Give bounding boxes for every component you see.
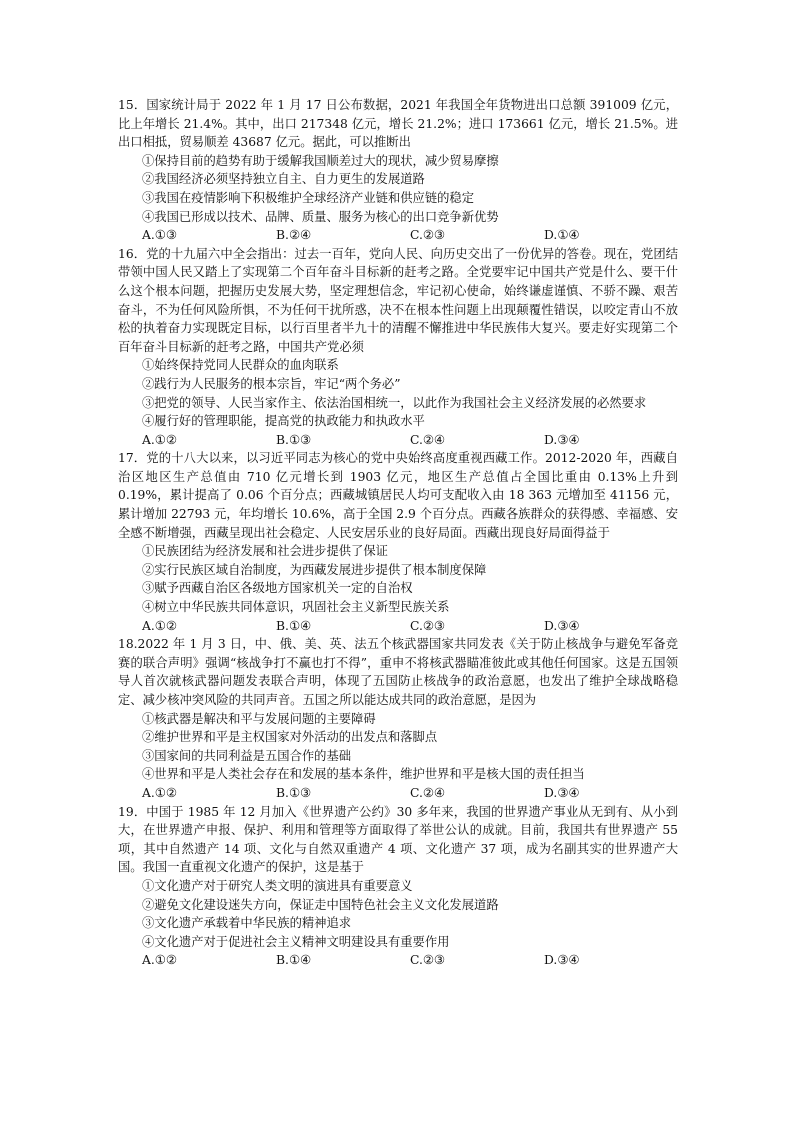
option-2: ②践行为人民服务的根本宗旨，牢记“两个务必” <box>142 376 401 391</box>
option-4: ④我国已形成以技术、品牌、质量、服务为核心的出口竞争新优势 <box>142 209 499 224</box>
question-17 <box>118 449 678 635</box>
choice-b[interactable]: B.①④ <box>276 953 311 968</box>
option-3: ③我国在疫情影响下积极维护全球经济产业链和供应链的稳定 <box>142 190 475 205</box>
question-16 <box>118 245 678 450</box>
option-1: ①保持目前的趋势有助于缓解我国顺差过大的现状，减少贸易摩擦 <box>142 153 499 168</box>
option-4: ④文化遗产对于促进社会主义精神文明建设具有重要作用 <box>142 934 450 949</box>
option-4: ④世界和平是人类社会存在和发展的基本条件，维护世界和平是核大国的责任担当 <box>142 767 585 782</box>
choice-d[interactable]: D.③④ <box>544 618 580 633</box>
option-1: ①民族团结为经济发展和社会进步提供了保证 <box>142 544 388 559</box>
choice-b[interactable]: B.①③ <box>276 785 311 800</box>
answer-choices <box>118 951 678 970</box>
option-2: ②实行民族区域自治制度，为西藏发展进步提供了根本制度保障 <box>142 562 487 577</box>
question-18 <box>118 635 678 802</box>
choice-b[interactable]: B.①④ <box>276 618 311 633</box>
question-stem: 19．中国于 1985 年 12 月加入《世界遗产公约》30 多年来，我国的世界遗产事业从无到有、从小到大，在世界遗产申报、保护、利用和管理等方面取得了举世公认的成就。目前，我国共有世界遗产 55 项，其中自然遗产 14 项、文化与自然双重遗产 4 项、文化遗产 37 项，成为名副其实的世界遗产大国。我国一直重视文化遗产的保护，这是基于 <box>118 804 678 875</box>
question-stem: 15．国家统计局于 2022 年 1 月 17 日公布数据，2021 年我国全年货物进出口总额 391009 亿元，比上年增长 21.4%。其中，出口 217348 亿元，增长 21.2%；进口 173661 亿元，增长 21.5%。进出口相抵，贸易顺差 43687 亿元。据此，可以推断出 <box>118 98 678 150</box>
choice-a[interactable]: A.①③ <box>142 228 177 243</box>
option-3: ③国家间的共同利益是五国合作的基础 <box>142 748 352 763</box>
choice-c[interactable]: C.②④ <box>410 785 445 800</box>
option-3: ③赋予西藏自治区各级地方国家机关一定的自治权 <box>142 581 413 596</box>
option-2: ②我国经济必须坚持独立自主、自力更生的发展道路 <box>142 172 425 187</box>
exam-page <box>118 96 678 970</box>
choice-d[interactable]: D.③④ <box>544 432 580 447</box>
option-1: ①核武器是解决和平与发展问题的主要障碍 <box>142 711 376 726</box>
choice-a[interactable]: A.①② <box>142 618 177 633</box>
choice-b[interactable]: B.②④ <box>276 228 311 243</box>
choice-a[interactable]: A.①② <box>142 953 177 968</box>
choice-c[interactable]: C.②③ <box>410 953 445 968</box>
question-19 <box>118 803 678 970</box>
choice-c[interactable]: C.②④ <box>410 432 445 447</box>
choice-a[interactable]: A.①② <box>142 432 177 447</box>
answer-choices <box>118 431 678 450</box>
choice-d[interactable]: D.③④ <box>544 953 580 968</box>
option-2: ②避免文化建设迷失方向，保证走中国特色社会主义文化发展道路 <box>142 897 499 912</box>
question-15 <box>118 96 678 245</box>
option-1: ①文化遗产对于研究人类文明的演进具有重要意义 <box>142 878 413 893</box>
option-1: ①始终保持党同人民群众的血肉联系 <box>142 358 339 373</box>
question-stem: 16．党的十九届六中全会指出：过去一百年，党向人民、向历史交出了一份优异的答卷。现在，党团结带领中国人民又踏上了实现第二个百年奋斗目标新的赶考之路。全党要牢记中国共产党是什么、要干什么这个根本问题，把握历史发展大势，坚定理想信念，牢记初心使命，始终谦虚谨慎、不骄不躁、艰苦奋斗，不为任何风险所惧，不为任何干扰所惑，决不在根本性问题上出现颠覆性错误，以咬定青山不放松的执着奋力实现既定目标，以行百里者半九十的清醒不懈推进中华民族伟大复兴。要走好实现第二个百年奋斗目标新的赶考之路，中国共产党必须 <box>118 246 678 354</box>
choice-d[interactable]: D.①④ <box>544 228 580 243</box>
choice-a[interactable]: A.①② <box>142 785 177 800</box>
choice-c[interactable]: C.②③ <box>410 228 445 243</box>
answer-choices <box>118 617 678 636</box>
answer-choices <box>118 784 678 803</box>
choice-c[interactable]: C.②③ <box>410 618 445 633</box>
choice-d[interactable]: D.③④ <box>544 785 580 800</box>
option-2: ②维护世界和平是主权国家对外活动的出发点和落脚点 <box>142 730 438 745</box>
option-3: ③把党的领导、人民当家作主、依法治国相统一，以此作为我国社会主义经济发展的必然要求 <box>142 395 647 410</box>
question-stem: 17．党的十八大以来，以习近平同志为核心的党中央始终高度重视西藏工作。2012-2020 年，西藏自治区地区生产总值由 710 亿元增长到 1903 亿元，地区生产总值占全国比重由 0.13%上升到 0.19%，累计提高了 0.06 个百分点；西藏城镇居民人均可支配收入由 18 363 元增加至 41156 元，累计增加 22793 元，年均增长 10.6%，高于全国 2.9 个百分点。西藏各族群众的获得感、幸福感、安全感不断增强，西藏呈现出社会稳定、人民安居乐业的良好局面。西藏出现良好局面得益于 <box>118 451 678 540</box>
choice-b[interactable]: B.①③ <box>276 432 311 447</box>
question-stem: 18.2022 年 1 月 3 日，中、俄、美、英、法五个核武器国家共同发表《关于防止核战争与避免军备竞赛的联合声明》强调“核战争打不赢也打不得”，重申不将核武器瞄准彼此或其他任何国家。这是五国领导人首次就核武器问题发表联合声明，体现了五国防止核战争的政治意愿，也发出了维护全球战略稳定、减少核冲突风险的共同声音。五国之所以能达成共同的政治意愿，是因为 <box>118 637 678 707</box>
answer-choices <box>118 226 678 245</box>
option-3: ③文化遗产承载着中华民族的精神追求 <box>142 916 352 931</box>
option-4: ④树立中华民族共同体意识，巩固社会主义新型民族关系 <box>142 600 450 615</box>
option-4: ④履行好的管理职能，提高党的执政能力和执政水平 <box>142 414 425 429</box>
